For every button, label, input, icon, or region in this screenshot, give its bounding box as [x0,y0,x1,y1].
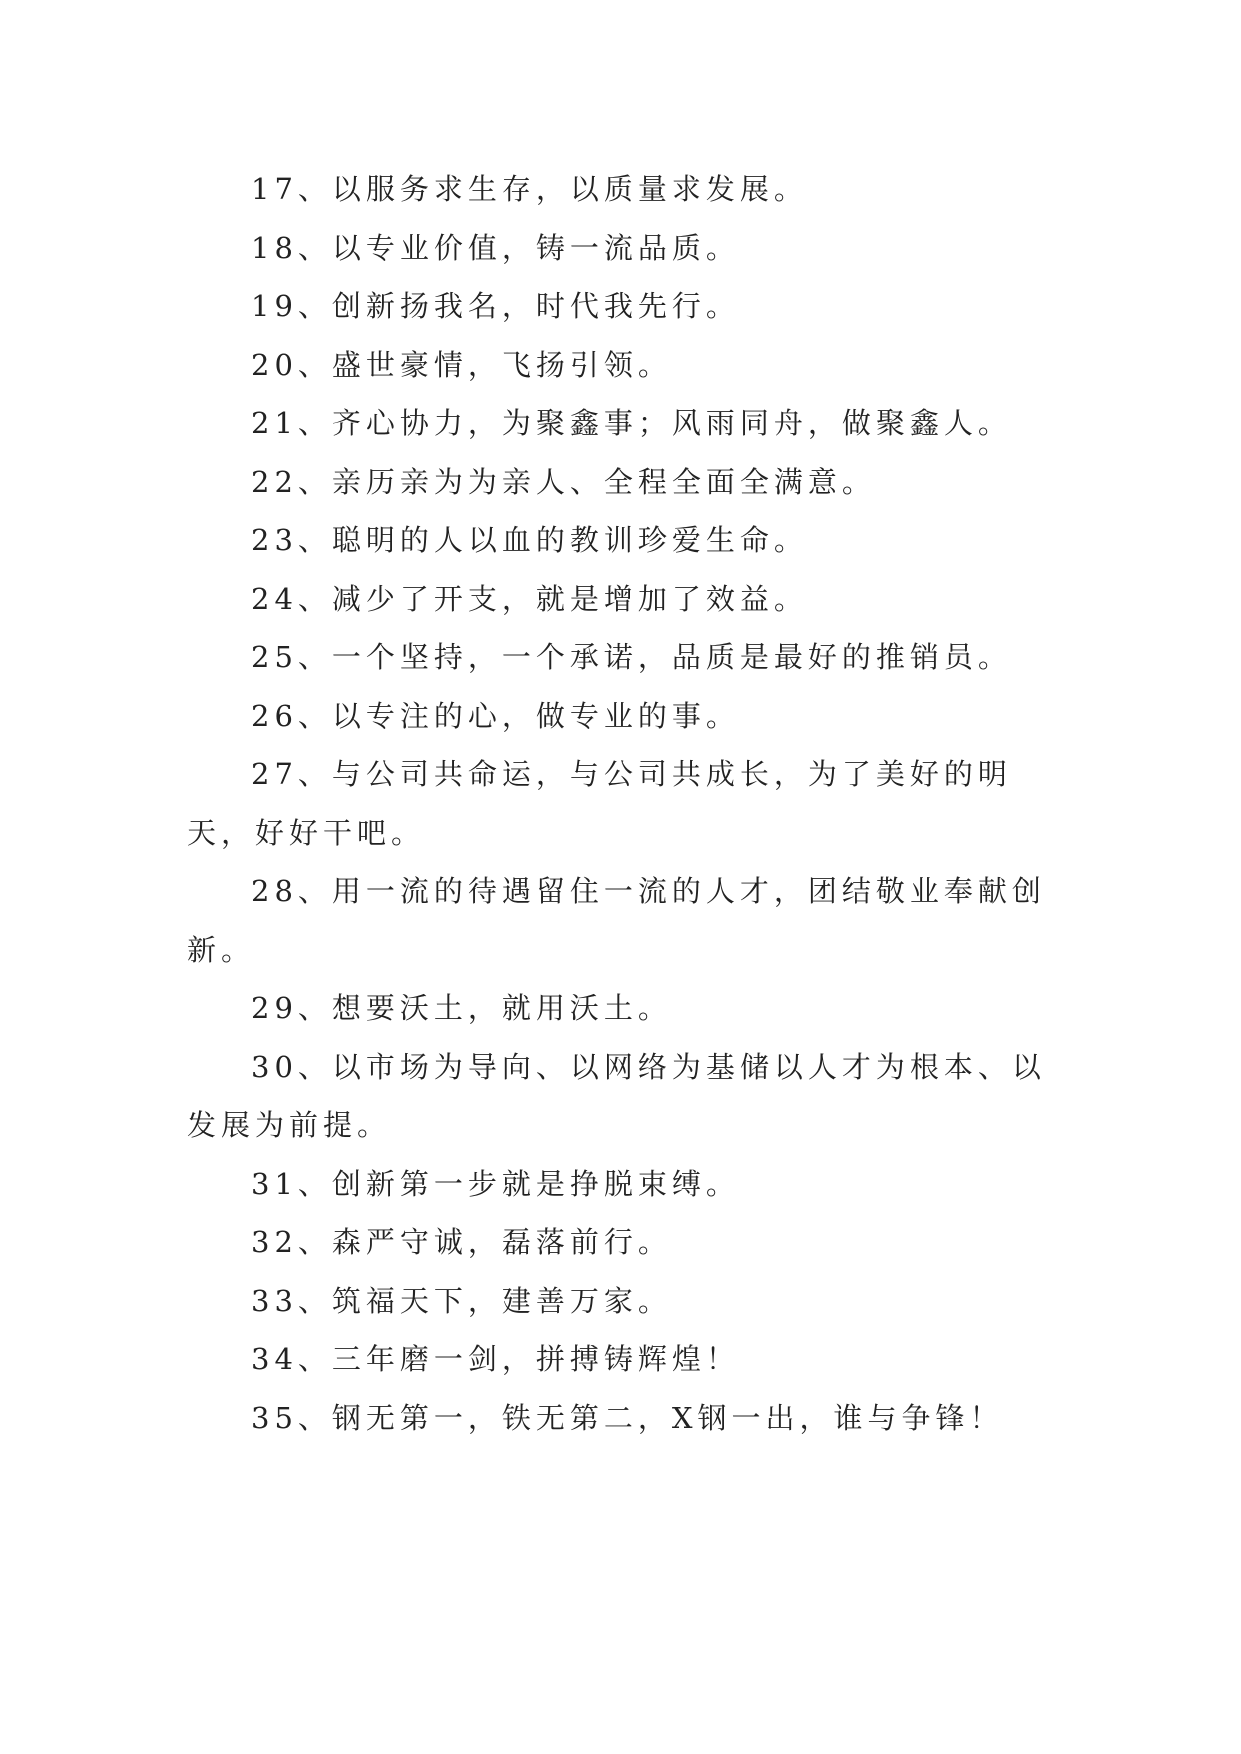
list-item: 33、筑福天下，建善万家。 [251,1283,672,1318]
list-item: 29、想要沃土，就用沃土。 [251,991,672,1025]
list-item: 26、以专注的心，做专业的事。 [251,698,740,733]
list-item: 19、创新扬我名，时代我先行。 [251,289,740,323]
list-item: 30、以市场为导向、以网络为基储以人才为根本、以发展为前提。 [187,1049,1046,1142]
list-item: 32、森严守诚，磊落前行。 [251,1225,672,1259]
list-item: 22、亲历亲为为亲人、全程全面全满意。 [251,464,876,499]
list-item: 34、三年磨一剑，拼搏铸辉煌！ [251,1342,740,1376]
list-item: 31、创新第一步就是挣脱束缚。 [251,1166,740,1201]
list-item: 17、以服务求生存，以质量求发展。 [251,172,808,206]
list-item: 28、用一流的待遇留住一流的人才，团结敬业奉献创新。 [187,874,1046,967]
list-item: 20、盛世豪情，飞扬引领。 [251,347,672,382]
list-item: 23、聪明的人以血的教训珍爱生命。 [251,523,808,557]
slogan-list [187,160,1067,1447]
list-item: 27、与公司共命运，与公司共成长，为了美好的明天，好好干吧。 [187,757,1012,850]
list-item: 18、以专业价值，铸一流品质。 [251,230,740,265]
list-item: 25、一个坚持，一个承诺，品质是最好的推销员。 [251,640,1012,674]
list-item: 21、齐心协力，为聚鑫事；风雨同舟，做聚鑫人。 [251,406,1012,440]
list-item: 35、钢无第一，铁无第二，X钢一出，谁与争锋！ [251,1400,1004,1435]
list-item: 24、减少了开支，就是增加了效益。 [251,581,808,616]
